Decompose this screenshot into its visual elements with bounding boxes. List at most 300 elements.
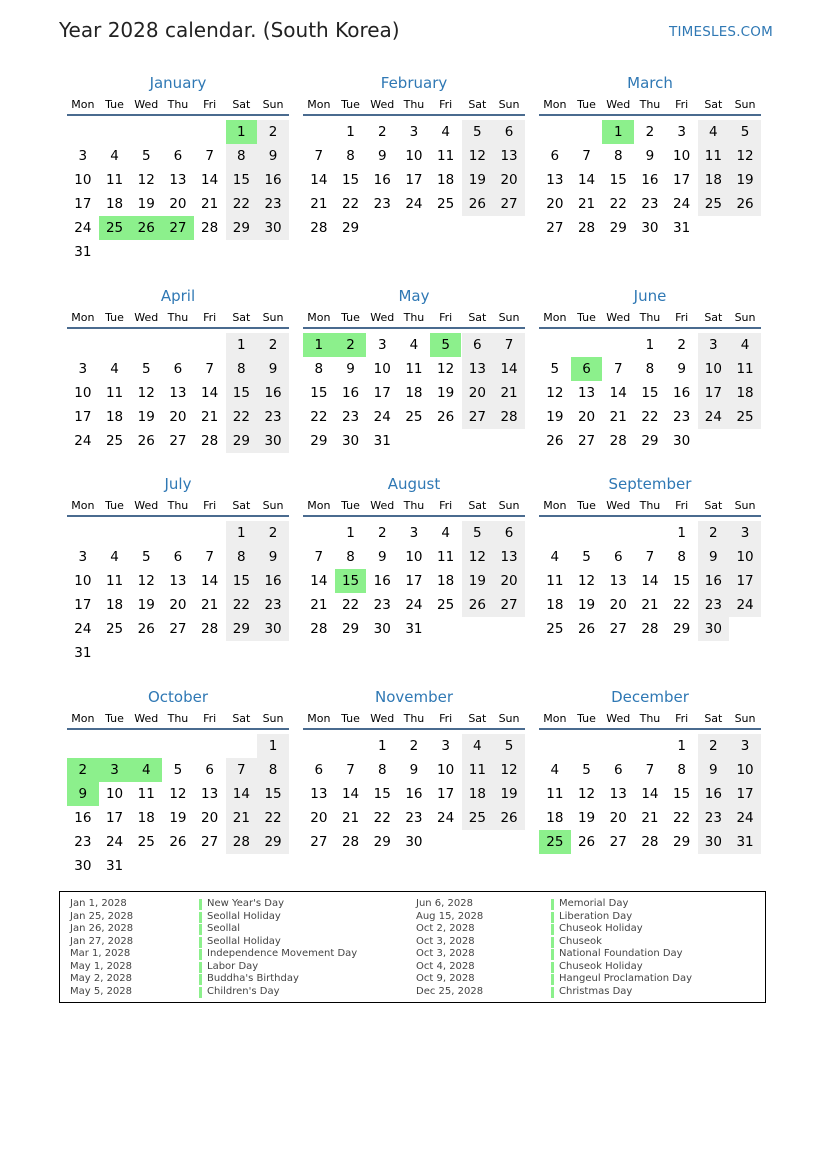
day-cell: 23 [641,196,659,212]
day-cell: 14 [310,573,328,589]
weekday-label: Thu [167,311,189,324]
day-cell: 2 [257,521,289,545]
weekday-label: Sun [262,311,284,324]
day-cell: 20 [462,381,494,405]
day-cell: 9 [257,545,289,569]
legend-color-bar [199,899,202,910]
day-cell: 4 [462,734,494,758]
weekday-label: Mon [543,712,567,725]
day-cell: 26 [729,192,761,216]
day-cell: 29 [226,429,258,453]
weekday-label: Sun [498,311,520,324]
holiday-day-cell: 1 [602,120,634,144]
day-cell: 19 [137,409,155,425]
day-cell: 17 [437,786,455,802]
day-cell: 20 [546,196,564,212]
day-cell: 28 [493,405,525,429]
day-cell: 16 [373,573,391,589]
day-cell: 8 [226,144,258,168]
holiday-day-cell: 4 [130,758,162,782]
day-cell: 12 [462,144,494,168]
day-cell: 30 [74,858,92,874]
day-cell: 12 [462,545,494,569]
day-cell: 6 [613,762,623,778]
weekday-label: Thu [167,98,189,111]
day-cell: 4 [441,525,450,541]
day-cell: 11 [546,786,564,802]
day-cell: 17 [698,381,730,405]
day-cell: 6 [613,549,623,565]
day-cell: 31 [673,220,691,236]
day-cell: 14 [341,786,360,802]
day-cell: 12 [577,786,596,802]
day-cell: 14 [201,385,219,401]
day-cell: 24 [74,433,92,449]
day-cell: 26 [169,834,187,850]
legend-date: Aug 15, 2028 [416,910,484,922]
day-cell: 7 [314,549,324,565]
weekday-label: Mon [71,98,95,111]
day-cell: 13 [169,385,187,401]
holiday-day-cell: 1 [303,333,335,357]
day-cell: 16 [698,782,730,806]
weekday-label: Wed [134,311,159,324]
legend-color-bar [199,949,202,960]
day-cell: 6 [314,762,324,778]
day-cell: 16 [405,786,423,802]
day-cell: 29 [257,830,289,854]
day-cell: 12 [137,573,155,589]
legend-holiday-name: New Year's Day [207,898,285,909]
day-cell: 17 [729,569,761,593]
weekday-label: Sun [498,499,520,512]
day-cell: 28 [226,830,258,854]
month-title: June [633,287,667,305]
day-cell: 20 [577,409,596,425]
day-cell: 8 [613,148,623,164]
day-cell: 21 [226,806,258,830]
weekday-label: Sat [468,98,487,111]
legend-holiday-name: Chuseok Holiday [559,960,643,972]
weekday-header [539,499,761,517]
day-cell: 11 [462,758,494,782]
weekday-label: Thu [403,311,425,324]
day-cell: 19 [437,385,455,401]
day-cell: 5 [582,762,591,778]
weekday-label: Fri [203,712,217,725]
page-title: Year 2028 calendar. (South Korea) [59,18,400,42]
day-cell: 4 [441,124,450,140]
day-cell: 9 [409,762,419,778]
day-cell: 23 [673,409,691,425]
weekday-label: Sat [468,712,487,725]
day-cell: 13 [201,786,219,802]
day-cell: 3 [729,521,761,545]
day-cell: 27 [462,405,494,429]
month-title: January [149,74,207,92]
weekday-label: Fri [439,98,453,111]
day-cell: 2 [257,333,289,357]
day-cell: 12 [577,573,596,589]
day-cell: 6 [173,549,183,565]
weekday-label: Fri [675,712,689,725]
day-cell: 25 [405,409,423,425]
day-cell: 26 [437,409,455,425]
day-cell: 14 [641,573,659,589]
month-title: March [627,74,673,92]
day-cell: 12 [137,172,155,188]
day-cell: 10 [673,148,691,164]
day-cell: 7 [205,361,214,377]
day-cell: 7 [314,148,324,164]
day-cell: 21 [341,810,360,826]
holiday-day-cell: 3 [99,758,131,782]
weekday-label: Mon [71,311,95,324]
day-cell: 7 [205,549,214,565]
day-cell: 19 [137,597,155,613]
day-cell: 27 [546,220,564,236]
day-cell: 14 [201,172,219,188]
weekday-label: Sat [232,311,251,324]
weekday-label: Fri [439,499,453,512]
day-cell: 12 [169,786,187,802]
weekday-label: Tue [577,712,596,725]
day-cell: 30 [698,830,730,854]
day-cell: 31 [373,433,391,449]
day-cell: 25 [462,806,494,830]
weekday-header [303,712,525,730]
day-cell: 18 [105,597,124,613]
day-cell: 11 [105,385,124,401]
legend-holiday-name: Christmas Day [559,985,633,997]
day-cell: 19 [169,810,187,826]
day-cell: 10 [74,385,92,401]
legend-color-bar [551,974,554,985]
day-cell: 20 [493,168,525,192]
day-cell: 28 [201,621,219,637]
legend-color-bar [199,987,202,998]
day-cell: 5 [173,762,183,778]
legend-holiday-name: Chuseok [559,935,602,947]
day-cell: 15 [257,782,289,806]
legend-date: Jan 25, 2028 [70,910,134,922]
day-cell: 24 [673,196,691,212]
weekday-label: Thu [403,499,425,512]
day-cell: 1 [226,521,258,545]
day-cell: 21 [609,409,627,425]
day-cell: 23 [257,405,289,429]
day-cell: 9 [698,545,730,569]
day-cell: 21 [310,597,328,613]
weekday-label: Wed [134,98,159,111]
day-cell: 25 [137,834,155,850]
weekday-label: Wed [606,712,631,725]
day-cell: 31 [74,645,92,661]
legend-holiday-name: Chuseok Holiday [559,923,643,934]
weekday-label: Sun [262,98,284,111]
holiday-day-cell: 9 [67,782,99,806]
legend-date: May 2, 2028 [70,973,133,984]
weekday-label: Wed [606,98,631,111]
day-cell: 1 [346,525,355,541]
holiday-legend [59,891,766,1003]
day-cell: 20 [169,597,187,613]
brand-link[interactable]: TIMESLES.COM [669,24,773,40]
day-cell: 11 [729,357,761,381]
day-cell: 6 [550,148,560,164]
day-cell: 28 [609,433,627,449]
weekday-label: Fri [675,98,689,111]
weekday-label: Mon [307,98,331,111]
day-cell: 28 [577,220,596,236]
day-cell: 2 [677,337,686,353]
day-cell: 7 [582,148,591,164]
day-cell: 7 [226,758,258,782]
day-cell: 31 [105,858,124,874]
day-cell: 17 [74,409,92,425]
legend-color-bar [199,974,202,985]
legend-color-bar [551,949,554,960]
day-cell: 6 [493,521,525,545]
day-cell: 2 [257,120,289,144]
day-cell: 12 [137,385,155,401]
day-cell: 13 [577,385,596,401]
weekday-label: Tue [341,712,360,725]
month-title: July [164,475,192,493]
day-cell: 25 [729,405,761,429]
day-cell: 23 [698,806,730,830]
day-cell: 9 [377,549,387,565]
day-cell: 11 [546,573,564,589]
legend-holiday-name: National Foundation Day [559,948,683,959]
legend-holiday-name: Liberation Day [559,910,633,922]
holiday-day-cell: 5 [430,333,462,357]
day-cell: 30 [405,834,423,850]
weekday-label: Thu [167,712,189,725]
day-cell: 21 [201,196,219,212]
day-cell: 11 [137,786,155,802]
holiday-day-cell: 25 [99,216,131,240]
legend-date: Oct 4, 2028 [416,960,475,972]
weekday-label: Wed [370,98,395,111]
month-title: December [611,688,689,706]
weekday-header [303,98,525,116]
weekday-label: Sat [468,499,487,512]
day-cell: 16 [257,569,289,593]
day-cell: 14 [641,786,659,802]
day-cell: 30 [257,429,289,453]
day-cell: 15 [609,172,627,188]
weekday-label: Fri [675,499,689,512]
day-cell: 10 [373,361,391,377]
legend-color-bar [551,899,554,910]
legend-date: Jan 26, 2028 [70,923,134,934]
day-cell: 20 [169,196,187,212]
day-cell: 1 [677,738,686,754]
legend-holiday-name: Seollal [207,923,241,934]
day-cell: 17 [405,172,423,188]
day-cell: 23 [341,409,360,425]
weekday-header [539,311,761,329]
weekday-label: Sat [232,98,251,111]
weekday-label: Mon [307,499,331,512]
legend-date: Jun 6, 2028 [416,898,473,909]
day-cell: 19 [462,168,494,192]
day-cell: 18 [698,168,730,192]
day-cell: 6 [173,361,183,377]
day-cell: 3 [78,549,88,565]
legend-holiday-name: Seollal Holiday [207,910,281,922]
legend-color-bar [199,912,202,923]
day-cell: 23 [373,597,391,613]
day-cell: 5 [462,120,494,144]
day-cell: 13 [493,545,525,569]
day-cell: 24 [698,405,730,429]
day-cell: 13 [609,786,627,802]
weekday-label: Tue [577,499,596,512]
legend-color-bar [551,924,554,935]
weekday-label: Thu [639,98,661,111]
day-cell: 25 [105,433,124,449]
day-cell: 10 [74,172,92,188]
day-cell: 24 [74,220,92,236]
day-cell: 9 [346,361,355,377]
month-title: April [160,287,196,305]
day-cell: 20 [169,409,187,425]
day-cell: 17 [405,573,423,589]
legend-color-bar [199,962,202,973]
day-cell: 14 [493,357,525,381]
day-cell: 16 [74,810,92,826]
month-title: May [398,287,430,305]
day-cell: 31 [74,244,92,260]
weekday-label: Sun [734,499,756,512]
day-cell: 20 [493,569,525,593]
day-cell: 24 [729,593,761,617]
day-cell: 16 [373,172,391,188]
legend-date: Mar 1, 2028 [70,948,131,959]
day-cell: 5 [582,549,591,565]
weekday-label: Sun [498,98,520,111]
day-cell: 18 [546,810,564,826]
legend-color-bar [551,962,554,973]
legend-date: Oct 9, 2028 [416,973,475,984]
weekday-label: Wed [370,499,395,512]
weekday-header [303,311,525,329]
month-title: August [387,475,441,493]
day-cell: 13 [609,573,627,589]
weekday-label: Tue [105,311,124,324]
weekday-label: Mon [307,712,331,725]
day-cell: 21 [493,381,525,405]
day-cell: 11 [698,144,730,168]
day-cell: 6 [493,120,525,144]
day-cell: 3 [409,525,419,541]
day-cell: 25 [105,621,124,637]
weekday-label: Thu [167,499,189,512]
holiday-day-cell: 26 [130,216,162,240]
day-cell: 8 [226,545,258,569]
weekday-label: Fri [439,712,453,725]
day-cell: 23 [257,593,289,617]
day-cell: 24 [729,806,761,830]
day-cell: 9 [645,148,655,164]
day-cell: 30 [698,617,730,641]
weekday-label: Wed [370,712,395,725]
weekday-label: Fri [203,98,217,111]
day-cell: 9 [257,357,289,381]
day-cell: 25 [698,192,730,216]
weekday-label: Tue [341,311,360,324]
day-cell: 10 [698,357,730,381]
legend-date: Oct 3, 2028 [416,935,475,947]
day-cell: 27 [609,621,627,637]
day-cell: 22 [341,196,360,212]
weekday-label: Thu [639,311,661,324]
day-cell: 27 [493,593,525,617]
day-cell: 29 [609,220,627,236]
day-cell: 26 [137,433,155,449]
day-cell: 3 [78,361,88,377]
day-cell: 27 [609,834,627,850]
holiday-day-cell: 1 [226,120,258,144]
weekday-label: Sun [734,311,756,324]
day-cell: 13 [546,172,564,188]
day-cell: 21 [577,196,596,212]
day-cell: 10 [437,762,455,778]
weekday-label: Sun [498,712,520,725]
day-cell: 24 [437,810,455,826]
legend-date: May 1, 2028 [70,960,133,972]
day-cell: 29 [373,834,391,850]
day-cell: 7 [645,762,655,778]
weekday-label: Tue [577,98,596,111]
day-cell: 26 [577,834,596,850]
day-cell: 5 [141,361,151,377]
day-cell: 11 [105,172,124,188]
day-cell: 21 [201,409,219,425]
weekday-label: Sun [262,499,284,512]
day-cell: 18 [546,597,564,613]
day-cell: 4 [550,762,560,778]
day-cell: 29 [226,216,258,240]
day-cell: 12 [546,385,564,401]
day-cell: 24 [105,834,124,850]
day-cell: 15 [226,569,258,593]
day-cell: 17 [729,782,761,806]
day-cell: 28 [201,433,219,449]
day-cell: 22 [641,409,659,425]
legend-holiday-name: Labor Day [207,960,259,972]
day-cell: 16 [698,569,730,593]
day-cell: 4 [110,549,119,565]
day-cell: 7 [493,333,525,357]
legend-holiday-name: Independence Movement Day [207,948,358,959]
day-cell: 8 [257,758,289,782]
day-cell: 2 [377,124,387,140]
day-cell: 4 [698,120,730,144]
day-cell: 18 [405,385,423,401]
day-cell: 19 [729,168,761,192]
day-cell: 24 [405,597,423,613]
day-cell: 28 [201,220,219,236]
weekday-label: Wed [606,311,631,324]
day-cell: 28 [310,220,328,236]
day-cell: 1 [645,337,655,353]
weekday-header [67,499,289,517]
day-cell: 29 [341,621,360,637]
day-cell: 3 [729,734,761,758]
